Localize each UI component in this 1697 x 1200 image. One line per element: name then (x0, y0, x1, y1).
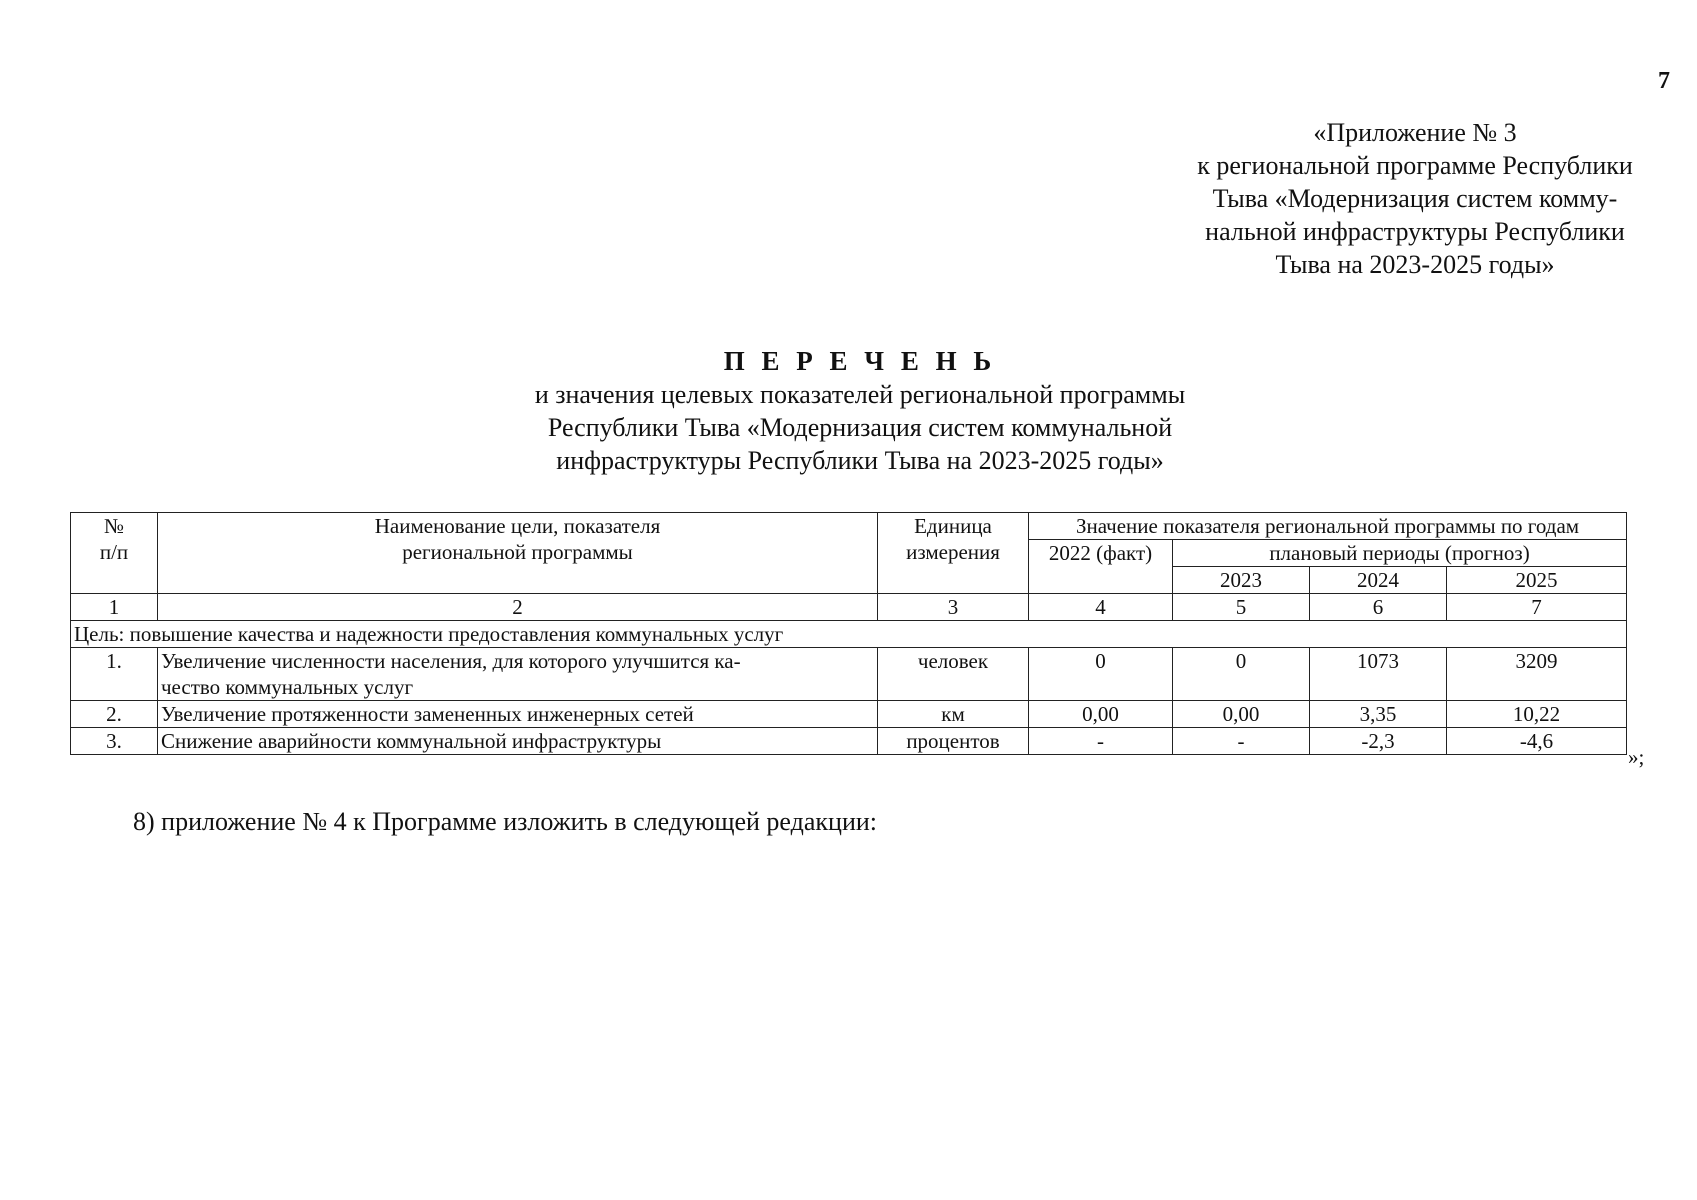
title-line: инфраструктуры Республики Тыва на 2023-2025 годы» (556, 446, 1164, 475)
header-number-line: п/п (99, 540, 129, 564)
title-line: и значения целевых показателей региональной программы (534, 380, 1186, 409)
row-number: 2. (71, 701, 158, 728)
column-number: 5 (1173, 594, 1310, 621)
page-number: 7 (1658, 68, 1670, 94)
document-title (440, 345, 1280, 477)
table-row (71, 648, 1627, 701)
title-line: Республики Тыва «Модернизация систем коммунальной (547, 413, 1173, 442)
row-indicator-name (158, 648, 878, 701)
indicator-name-line: Увеличение численности населения, для которого улучшится ка- (161, 649, 741, 673)
header-unit-line: Единица (914, 514, 992, 538)
header-name-line: Наименование цели, показателя (374, 514, 661, 538)
header-number-line: № (103, 514, 125, 538)
header-fact-year: 2022 (факт) (1029, 540, 1173, 594)
column-number: 6 (1310, 594, 1447, 621)
row-value-2022: - (1029, 728, 1173, 755)
row-number: 3. (71, 728, 158, 755)
indicator-name-line: чество коммунальных услуг (161, 675, 414, 699)
appendix-line: Тыва на 2023-2025 годы» (1275, 250, 1555, 279)
appendix-line: «Приложение № 3 (1313, 118, 1517, 147)
row-value-2025: 3209 (1447, 648, 1627, 701)
row-value-2023: 0,00 (1173, 701, 1310, 728)
header-year: 2025 (1447, 567, 1627, 594)
row-value-2022: 0 (1029, 648, 1173, 701)
row-indicator-name: Снижение аварийности коммунальной инфраструктуры (158, 728, 878, 755)
column-number: 1 (71, 594, 158, 621)
appendix-reference (1160, 116, 1670, 281)
appendix-line: нальной инфраструктуры Республики (1205, 217, 1625, 246)
row-value-2025: -4,6 (1447, 728, 1627, 755)
row-value-2023: - (1173, 728, 1310, 755)
table-row (71, 701, 1627, 728)
column-number: 7 (1447, 594, 1627, 621)
row-value-2025: 10,22 (1447, 701, 1627, 728)
appendix-line: Тыва «Модернизация систем комму- (1212, 184, 1618, 213)
row-unit: человек (878, 648, 1029, 701)
row-value-2024: -2,3 (1310, 728, 1447, 755)
row-indicator-name: Увеличение протяженности замененных инженерных сетей (158, 701, 878, 728)
indicators-table (70, 512, 1627, 755)
header-name-line: региональной программы (402, 540, 633, 564)
header-name (158, 513, 878, 594)
goal-text: Цель: повышение качества и надежности предоставления коммунальных услуг (71, 621, 1627, 648)
row-number: 1. (71, 648, 158, 701)
row-unit: км (878, 701, 1029, 728)
header-unit (878, 513, 1029, 594)
header-year: 2023 (1173, 567, 1310, 594)
column-number: 2 (158, 594, 878, 621)
row-value-2022: 0,00 (1029, 701, 1173, 728)
title-heading: П Е Р Е Ч Е Н Ь (723, 346, 997, 376)
header-number (71, 513, 158, 594)
header-year: 2024 (1310, 567, 1447, 594)
header-plan-group: плановый периоды (прогноз) (1173, 540, 1627, 567)
row-value-2024: 1073 (1310, 648, 1447, 701)
row-value-2024: 3,35 (1310, 701, 1447, 728)
closing-quote-mark: »; (1628, 745, 1645, 769)
table-row (71, 728, 1627, 755)
row-value-2023: 0 (1173, 648, 1310, 701)
column-number-row (71, 594, 1627, 621)
header-row (71, 513, 1627, 540)
column-number: 4 (1029, 594, 1173, 621)
appendix-line: к региональной программе Республики (1197, 151, 1633, 180)
header-unit-line: измерения (906, 540, 1000, 564)
row-unit: процентов (878, 728, 1029, 755)
header-values-group: Значение показателя региональной программы по годам (1029, 513, 1627, 540)
column-number: 3 (878, 594, 1029, 621)
instruction-text: 8) приложение № 4 к Программе изложить в следующей редакции: (133, 807, 877, 836)
goal-row (71, 621, 1627, 648)
